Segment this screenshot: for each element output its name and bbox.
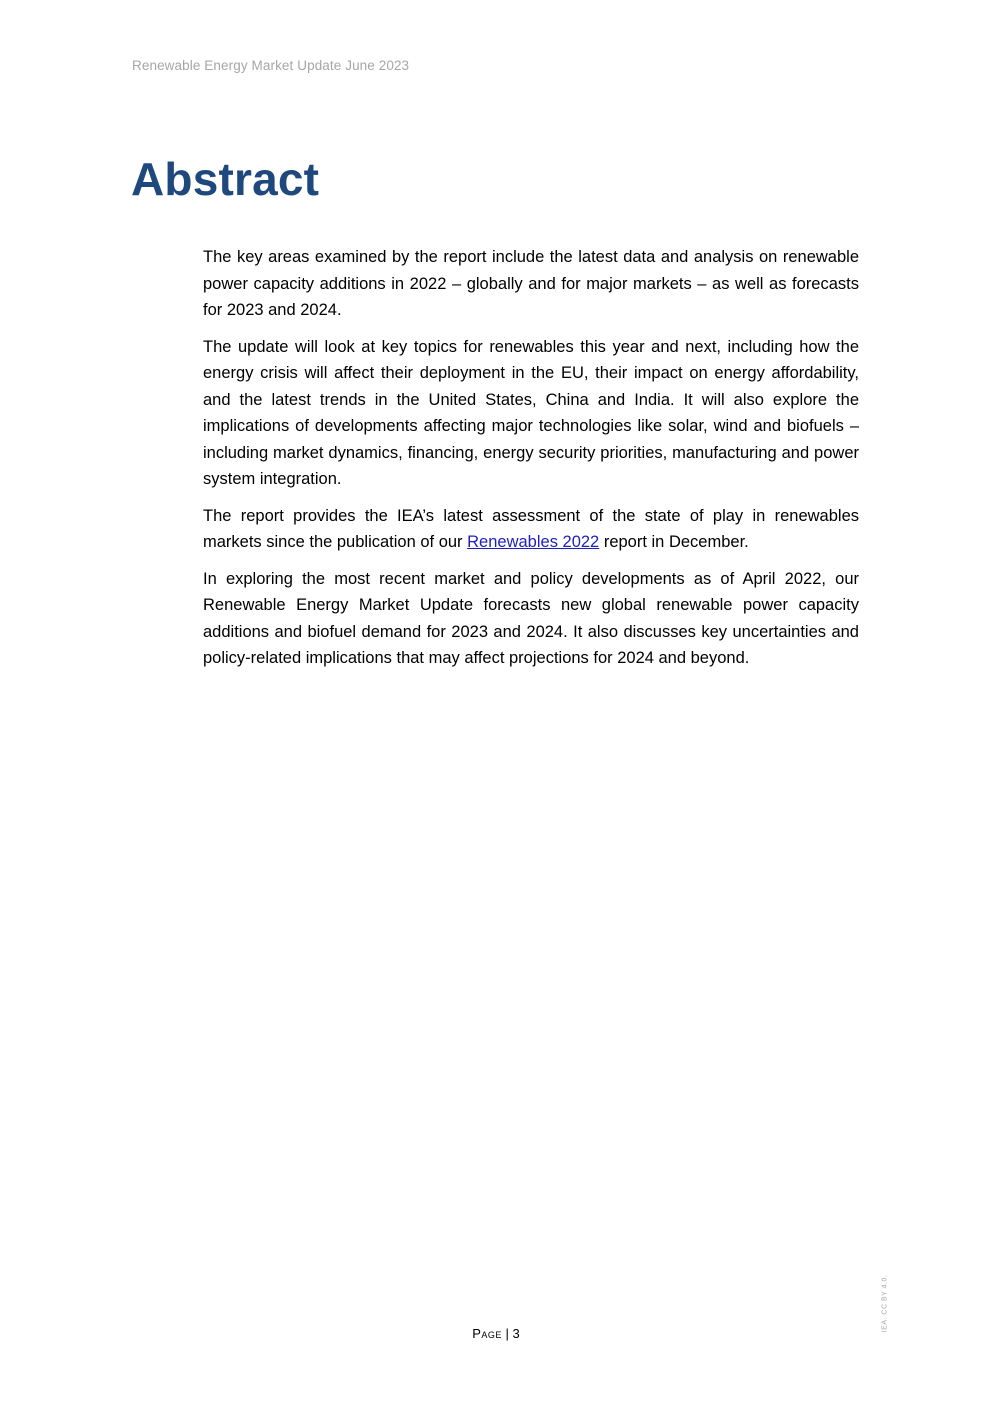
paragraph-3-text-end: report in December. <box>599 533 749 551</box>
license-notice <box>878 1272 892 1334</box>
paragraph-3 <box>203 503 859 556</box>
page-label: Page <box>472 1326 502 1341</box>
renewables-2022-link[interactable]: Renewables 2022 <box>467 533 600 551</box>
paragraph-3-text-start: The report provides the IEA’s latest assessment of the state of play in renewables markets since the publication of our <box>203 506 859 551</box>
running-header: Renewable Energy Market Update June 2023 <box>132 58 410 73</box>
page-number: 3 <box>512 1326 520 1341</box>
paragraph-2: The update will look at key topics for renewables this year and next, including how the energy crisis will affect their deployment in the EU, their impact on energy affordability, and the latest trends in the United States, China and India. It will also explore the implications of developments affecting major technologies like solar, wind and biofuels – including market dynamics, financing, energy security priorities, manufacturing and power system integration. <box>203 337 859 488</box>
paragraph-1: The key areas examined by the report include the latest data and analysis on renewable power capacity additions in 2022 – globally and for major markets – as well as forecasts for 2023 and 2024. <box>203 248 859 319</box>
page-separator: | <box>501 1326 513 1341</box>
page-footer <box>0 1326 992 1341</box>
page-title: Abstract <box>131 153 320 205</box>
paragraph-4: In exploring the most recent market and policy developments as of April 2022, our Renewable Energy Market Update forecasts new global renewable power capacity additions and biofuel demand for 2023 and 2024. It also discusses key uncertainties and policy-related implications that may affect projections for 2024 and beyond. <box>203 569 859 667</box>
license-text: IEA. CC BY 4.0. <box>881 1274 889 1332</box>
abstract-body <box>203 244 859 682</box>
